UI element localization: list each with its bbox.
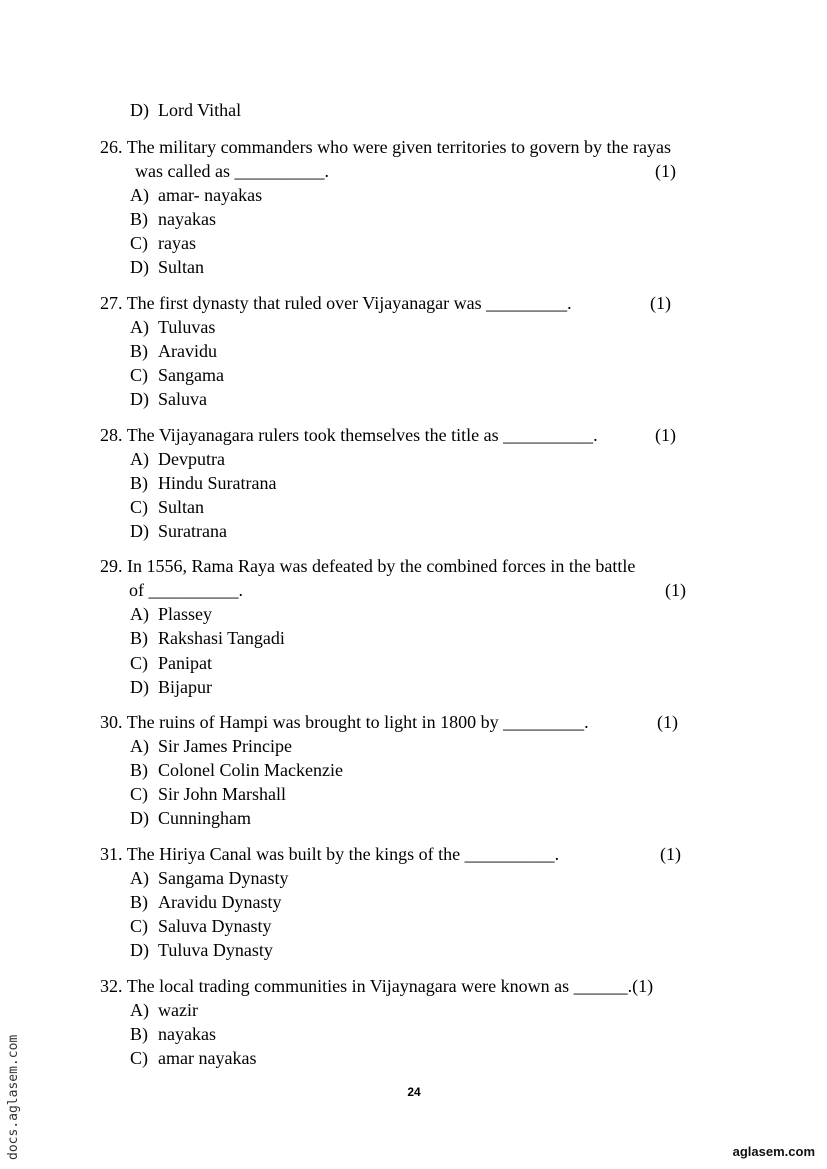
question-text-cont: was called as __________.	[135, 161, 329, 181]
question-text: The Hiriya Canal was built by the kings of the __________.	[126, 844, 560, 864]
option-text: Suratrana	[158, 521, 227, 541]
option-item	[130, 628, 285, 650]
option-item	[130, 341, 217, 363]
option-item	[130, 497, 204, 519]
question-number: 27.	[100, 293, 123, 313]
option-item	[130, 1000, 198, 1022]
question-text: The Vijayanagara rulers took themselves the title as __________.	[126, 425, 598, 445]
side-watermark: docs.aglasem.com	[6, 1034, 21, 1160]
option-text: Sangama Dynasty	[158, 868, 289, 888]
option-item	[130, 916, 271, 938]
option-letter: B)	[130, 209, 148, 229]
marks: (1)	[660, 844, 681, 864]
option-letter: D)	[130, 389, 149, 409]
option-letter: A)	[130, 868, 149, 888]
option-item	[130, 365, 224, 387]
option-letter: A)	[130, 1000, 149, 1020]
option-item	[130, 604, 212, 626]
option-item	[130, 868, 288, 890]
question-30	[100, 712, 589, 734]
option-letter: B)	[130, 341, 148, 361]
option-item	[130, 473, 276, 495]
question-text: The local trading communities in Vijaynagara were known as ______.	[126, 976, 633, 996]
option-letter: C)	[130, 784, 148, 804]
option-item	[130, 1048, 256, 1070]
option-item	[130, 449, 225, 471]
option-item	[130, 892, 281, 914]
question-28	[100, 425, 598, 447]
option-text: Hindu Suratrana	[158, 473, 277, 493]
option-letter: C)	[130, 916, 148, 936]
option-letter: B)	[130, 892, 148, 912]
option-item	[130, 257, 204, 279]
option-letter: D)	[130, 100, 149, 120]
option-letter: A)	[130, 317, 149, 337]
question-number: 31.	[100, 844, 123, 864]
question-27	[100, 293, 572, 315]
question-29	[100, 556, 635, 578]
corner-watermark: aglasem.com	[732, 1144, 815, 1159]
option-letter: D)	[130, 257, 149, 277]
marks: (1)	[632, 976, 654, 996]
option-text: rayas	[158, 233, 196, 253]
option-letter: B)	[130, 760, 148, 780]
option-text: Saluva	[158, 389, 207, 409]
question-number: 32.	[100, 976, 123, 996]
question-number: 26.	[100, 137, 123, 157]
question-26	[100, 137, 671, 159]
question-29-continuation	[129, 580, 243, 602]
option-text: Sir John Marshall	[158, 784, 286, 804]
option-text: Lord Vithal	[158, 100, 242, 120]
option-item	[130, 808, 251, 830]
option-letter: C)	[130, 365, 148, 385]
option-text: Sultan	[158, 257, 205, 277]
option-item	[130, 209, 216, 231]
marks: (1)	[665, 580, 686, 600]
option-text: Aravidu	[158, 341, 217, 361]
option-item	[130, 233, 196, 255]
marks: (1)	[650, 293, 671, 313]
option-text: Bijapur	[158, 677, 212, 697]
option-text: Panipat	[158, 653, 212, 673]
option-item	[130, 100, 241, 122]
option-text: Devputra	[158, 449, 225, 469]
question-number: 29.	[100, 556, 123, 576]
option-letter: A)	[130, 736, 149, 756]
question-32	[100, 976, 653, 998]
option-text: Tuluvas	[158, 317, 216, 337]
option-letter: A)	[130, 185, 149, 205]
marks: (1)	[657, 712, 678, 732]
option-letter: B)	[130, 473, 148, 493]
question-text: In 1556, Rama Raya was defeated by the combined forces in the battle	[127, 556, 636, 576]
option-item	[130, 784, 286, 806]
option-text: amar nayakas	[158, 1048, 257, 1068]
option-text: amar- nayakas	[158, 185, 263, 205]
option-text: Sir James Principe	[158, 736, 292, 756]
option-letter: B)	[130, 628, 148, 648]
option-text: Colonel Colin Mackenzie	[158, 760, 343, 780]
option-text: wazir	[158, 1000, 198, 1020]
option-item	[130, 677, 212, 699]
question-text-cont: of __________.	[129, 580, 243, 600]
option-text: Rakshasi Tangadi	[158, 628, 285, 648]
option-letter: A)	[130, 604, 149, 624]
option-text: Sultan	[158, 497, 205, 517]
option-letter: C)	[130, 653, 148, 673]
option-item	[130, 1024, 216, 1046]
option-item	[130, 736, 292, 758]
option-letter: C)	[130, 1048, 148, 1068]
option-text: Aravidu Dynasty	[158, 892, 282, 912]
option-text: Sangama	[158, 365, 224, 385]
question-text: The first dynasty that ruled over Vijayanagar was _________.	[126, 293, 572, 313]
option-item	[130, 317, 215, 339]
option-item	[130, 185, 262, 207]
option-letter: D)	[130, 677, 149, 697]
option-text: Tuluva Dynasty	[158, 940, 273, 960]
question-31	[100, 844, 559, 866]
question-text: The military commanders who were given territories to govern by the rayas	[126, 137, 672, 157]
option-item	[130, 940, 273, 962]
option-item	[130, 760, 343, 782]
option-text: nayakas	[158, 209, 216, 229]
option-letter: A)	[130, 449, 149, 469]
question-26-continuation	[135, 161, 329, 183]
page-number: 24	[407, 1085, 421, 1099]
marks: (1)	[655, 425, 676, 445]
question-number: 30.	[100, 712, 123, 732]
option-letter: B)	[130, 1024, 148, 1044]
question-text: The ruins of Hampi was brought to light in 1800 by _________.	[126, 712, 589, 732]
option-letter: D)	[130, 808, 149, 828]
option-text: nayakas	[158, 1024, 216, 1044]
marks: (1)	[655, 161, 676, 181]
option-text: Saluva Dynasty	[158, 916, 272, 936]
option-item	[130, 521, 227, 543]
option-letter: C)	[130, 497, 148, 517]
option-letter: D)	[130, 940, 149, 960]
question-number: 28.	[100, 425, 123, 445]
option-letter: D)	[130, 521, 149, 541]
option-letter: C)	[130, 233, 148, 253]
option-item	[130, 653, 212, 675]
option-text: Plassey	[158, 604, 212, 624]
option-text: Cunningham	[158, 808, 251, 828]
option-item	[130, 389, 207, 411]
